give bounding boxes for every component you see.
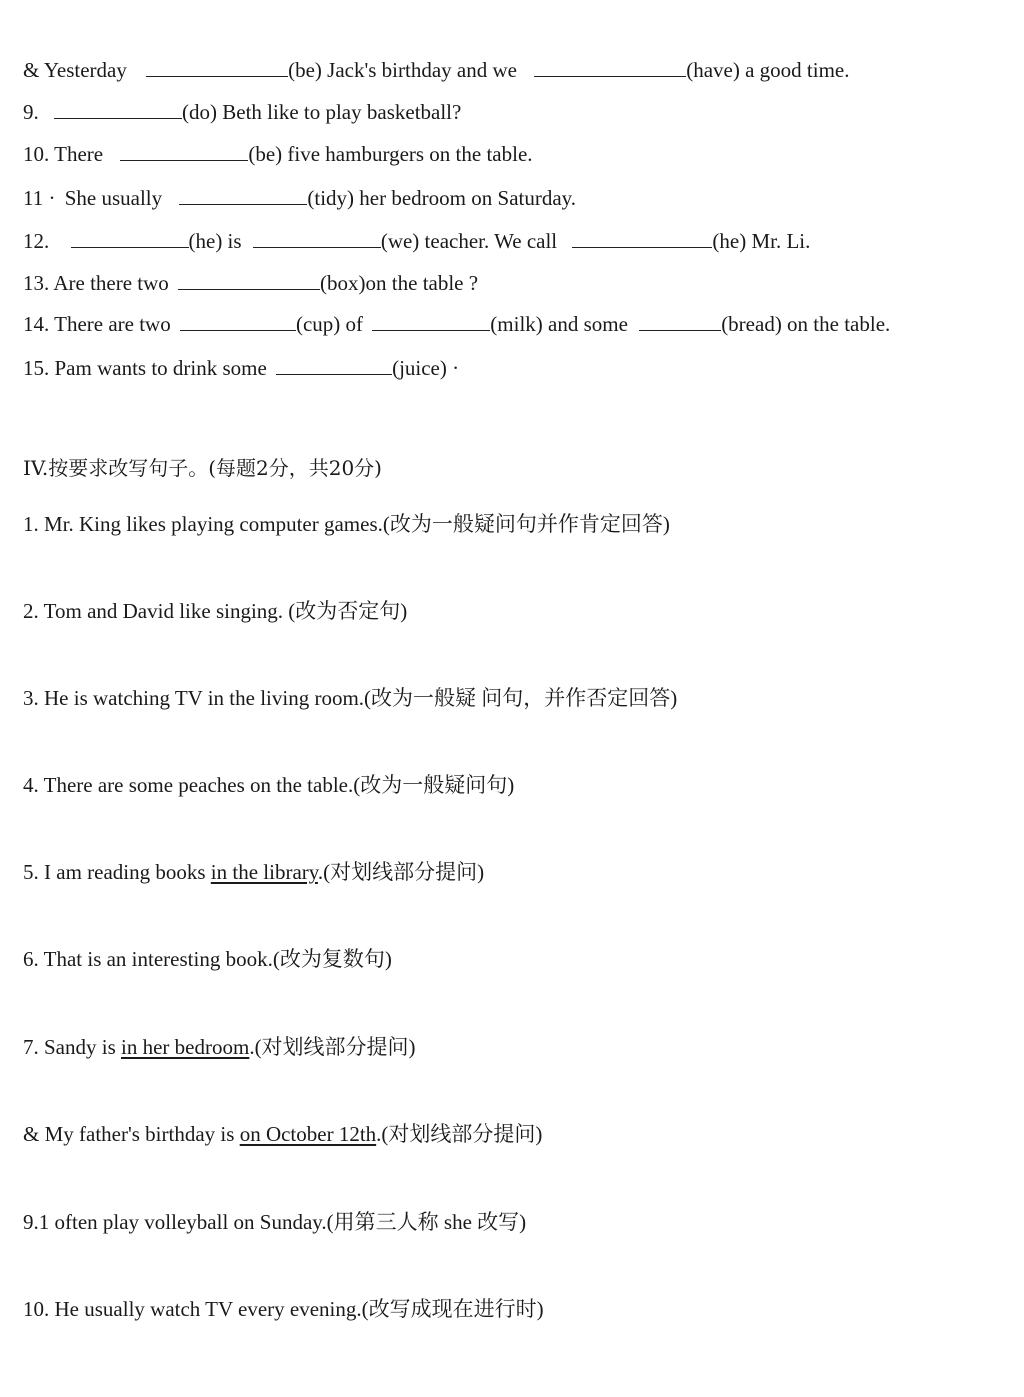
text-segment: (bread) on the table.: [721, 312, 891, 336]
sentence: My father's birthday is: [44, 1122, 240, 1146]
item-number: 4.: [23, 773, 39, 797]
item-number: 11 ·: [23, 186, 56, 210]
item-number: 3.: [23, 686, 39, 710]
instruction: (改为一般疑问句): [353, 773, 515, 797]
instruction: (对划线部分提问): [381, 1122, 543, 1146]
fill-item-13: [23, 269, 478, 297]
fill-item-10: [23, 140, 533, 168]
text-segment: She usually: [64, 186, 163, 210]
underlined-phrase: in her bedroom: [121, 1035, 250, 1059]
text-segment: (have) a good time.: [686, 58, 850, 82]
fill-item-12: [23, 227, 810, 255]
text-segment: (be) Jack's birthday and we: [288, 58, 517, 82]
rewrite-item-8: [23, 1120, 542, 1148]
blank-line[interactable]: [639, 312, 721, 331]
instruction: (改为否定句): [288, 599, 408, 623]
text-segment: (box)on the table ?: [320, 271, 479, 295]
text-segment: There: [54, 142, 104, 166]
rewrite-item-5: [23, 858, 484, 886]
item-number: &: [23, 1122, 40, 1146]
blank-line[interactable]: [372, 312, 490, 331]
blank-line[interactable]: [534, 58, 686, 77]
blank-line[interactable]: [179, 186, 307, 205]
text-segment: Pam wants to drink some: [54, 356, 267, 380]
item-number: 6.: [23, 947, 39, 971]
rewrite-item-9: [23, 1208, 526, 1236]
text-segment: (he) Mr. Li.: [712, 229, 811, 253]
sentence: That is an interesting book.: [43, 947, 273, 971]
underlined-phrase: on October 12th: [239, 1122, 377, 1146]
fill-item-9: [23, 98, 461, 126]
item-number: 1.: [23, 512, 39, 536]
blank-line[interactable]: [276, 356, 392, 375]
item-number: 7.: [23, 1035, 39, 1059]
fill-item-11: [23, 184, 576, 212]
text-segment: (we) teacher. We call: [380, 229, 558, 253]
fill-item-15: [23, 354, 459, 382]
sentence-end: .: [376, 1122, 382, 1146]
instruction: (改为复数句): [272, 947, 392, 971]
text-segment: (be) five hamburgers on the table.: [248, 142, 533, 166]
instruction: (对划线部分提问): [323, 860, 485, 884]
rewrite-item-4: [23, 771, 514, 799]
item-number: 10.: [23, 1297, 50, 1321]
sentence: Mr. King likes playing computer games.: [44, 512, 383, 536]
sentence: Tom and David like singing.: [43, 599, 284, 623]
item-number: 12.: [23, 229, 50, 253]
item-number: 9.1: [23, 1210, 50, 1234]
sentence: Sandy is: [44, 1035, 122, 1059]
item-number: 9.: [23, 100, 39, 124]
sentence: He usually watch TV every evening.: [54, 1297, 362, 1321]
text-segment: (tidy) her bedroom on Saturday.: [307, 186, 577, 210]
blank-line[interactable]: [71, 229, 189, 248]
blank-line[interactable]: [572, 229, 712, 248]
instruction: (改为一般疑 问句，并作否定回答): [364, 686, 678, 710]
item-number: 15.: [23, 356, 50, 380]
item-number: &: [23, 58, 40, 82]
rewrite-item-3: [23, 684, 677, 712]
section-heading: IV.按要求改写句子。(每题2分，共20分): [23, 456, 382, 480]
instruction: (改写成现在进行时): [361, 1297, 544, 1321]
text-segment: (juice) ·: [392, 356, 460, 380]
instruction: (用第三人称 she 改写): [326, 1210, 527, 1234]
sentence-end: .: [317, 860, 324, 884]
item-number: 13.: [23, 271, 50, 295]
item-number: 2.: [23, 599, 39, 623]
blank-line[interactable]: [146, 58, 288, 77]
rewrite-item-6: [23, 945, 392, 973]
text-segment: There are two: [54, 312, 171, 336]
rewrite-item-7: [23, 1033, 416, 1061]
fill-item-14: [23, 310, 890, 338]
sentence: There are some peaches on the table.: [43, 773, 354, 797]
sentence-end: .: [249, 1035, 255, 1059]
text-segment: Are there two: [53, 271, 169, 295]
text-segment: (he) is: [188, 229, 242, 253]
blank-line[interactable]: [253, 229, 381, 248]
blank-line[interactable]: [54, 100, 182, 119]
item-number: 5.: [23, 860, 39, 884]
sentence: often play volleyball on Sunday.: [54, 1210, 327, 1234]
text-segment: Yesterday: [43, 58, 127, 82]
instruction: (改为一般疑问句并作肯定回答): [382, 512, 670, 536]
instruction: (对划线部分提问): [254, 1035, 416, 1059]
rewrite-item-2: [23, 597, 407, 625]
blank-line[interactable]: [120, 142, 248, 161]
fill-item-8: [23, 56, 850, 84]
blank-line[interactable]: [178, 271, 320, 290]
text-segment: (cup) of: [295, 312, 364, 336]
rewrite-item-1: [23, 510, 670, 538]
rewrite-item-10: [23, 1295, 544, 1323]
item-number: 14.: [23, 312, 50, 336]
sentence: I am reading books: [44, 860, 211, 884]
text-segment: (do) Beth like to play basketball?: [182, 100, 462, 124]
sentence: He is watching TV in the living room.: [44, 686, 365, 710]
item-number: 10.: [23, 142, 50, 166]
blank-line[interactable]: [180, 312, 296, 331]
underlined-phrase: in the library: [210, 860, 318, 884]
text-segment: (milk) and some: [490, 312, 628, 336]
